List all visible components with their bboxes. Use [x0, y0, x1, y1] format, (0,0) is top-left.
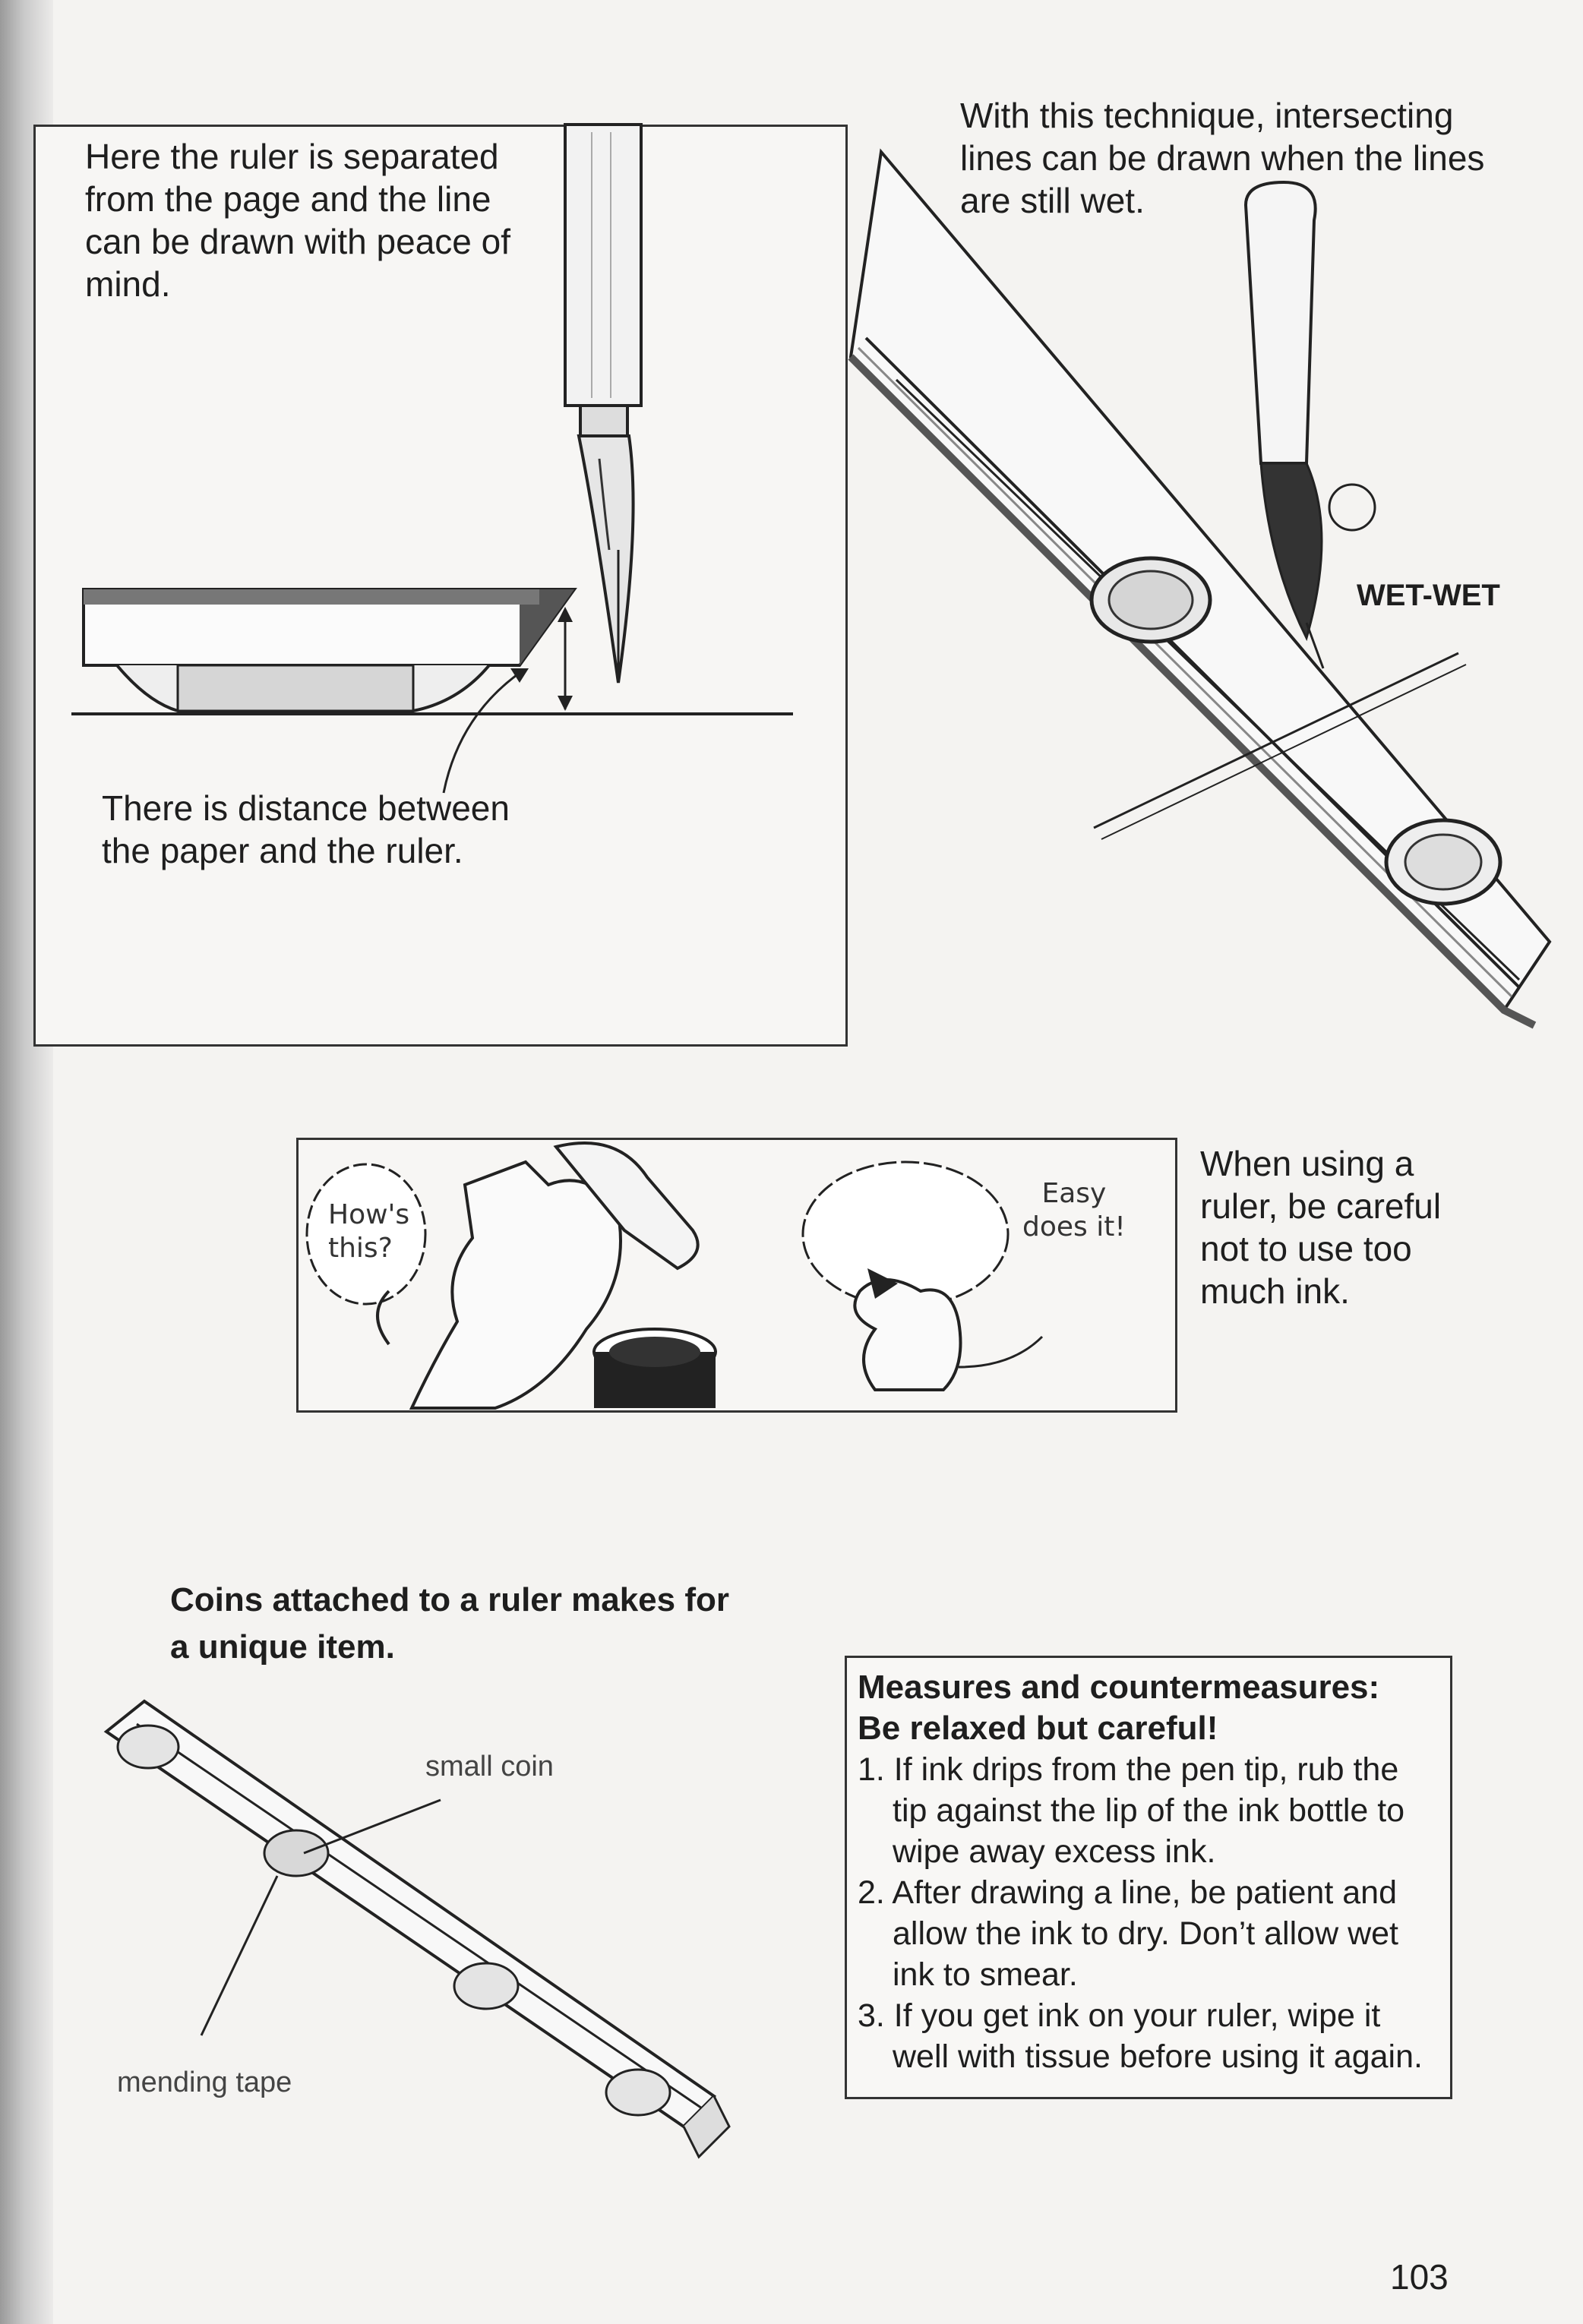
ruler-separated-caption: Here the ruler is separated from the page and the line can be drawn with peace of mind.	[85, 137, 511, 304]
taped-coin-4	[606, 2070, 670, 2115]
measure-item-3: 3. If you get ink on your ruler, wipe it well with tissue before using it again.	[858, 1997, 1423, 2075]
wet-technique-caption: With this technique, intersecting lines can be drawn when the lines are still wet.	[960, 96, 1485, 220]
taped-coin-2	[264, 1830, 328, 1876]
measures-list	[858, 1749, 1441, 2077]
pen-holder	[565, 125, 641, 406]
coin-ruler-illustration	[76, 1701, 729, 2187]
distance-note: There is distance between the paper and the ruler.	[102, 788, 510, 870]
pen-holder-diagonal	[1246, 182, 1316, 463]
wet-wet-sfx: WET-WET	[1357, 579, 1500, 612]
measures-subtitle: Be relaxed but careful!	[858, 1710, 1218, 1747]
measures-title: Measures and countermeasures:	[858, 1669, 1380, 1706]
mending-tape-label: mending tape	[117, 2067, 292, 2098]
small-coin-label: small coin	[425, 1751, 554, 1782]
mouse-figure	[855, 1280, 960, 1390]
pen-nib	[579, 436, 634, 683]
pen-and-ruler-side-illustration	[33, 125, 846, 1044]
cat-bubble-text: How's this?	[328, 1199, 410, 1264]
mouse-bubble-text: Easy does it!	[1022, 1178, 1126, 1243]
taped-coin-3	[454, 1963, 518, 2009]
ink-warning-note: When using a ruler, be careful not to use too much ink.	[1200, 1144, 1442, 1311]
measure-item-2: 2. After drawing a line, be patient and allow the ink to dry. Don’t allow wet ink to smear.	[858, 1874, 1398, 1993]
taped-coin-1	[118, 1726, 179, 1768]
cat-figure	[412, 1162, 621, 1408]
page-number: 103	[1390, 2257, 1449, 2297]
measures-box	[845, 1656, 1452, 2099]
coins-section-title: Coins attached to a ruler makes for a unique item.	[170, 1581, 729, 1666]
measure-item-1: 1. If ink drips from the pen tip, rub the tip against the lip of the ink bottle to wipe away excess ink.	[858, 1751, 1405, 1870]
